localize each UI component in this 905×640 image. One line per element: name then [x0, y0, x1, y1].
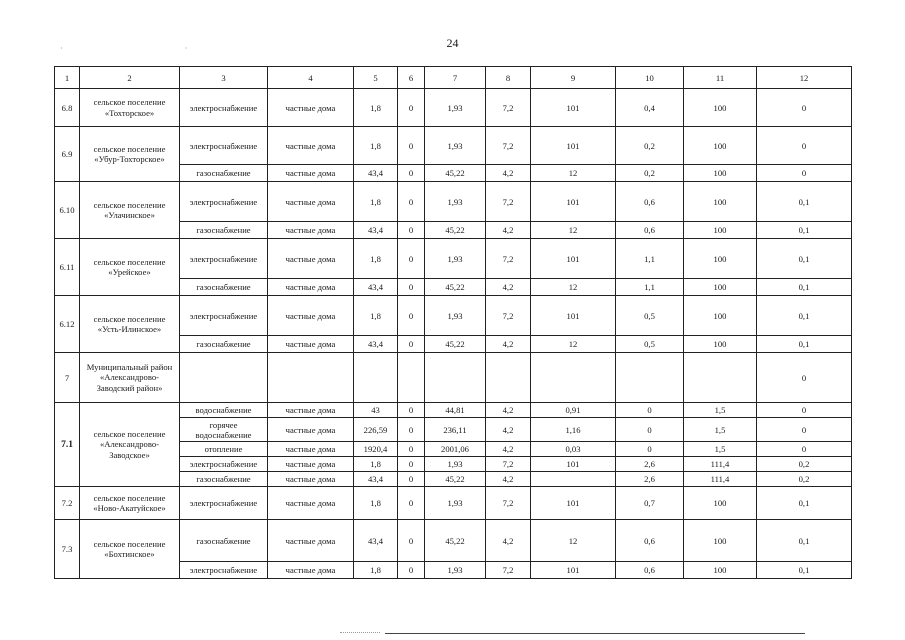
table-cell: 0 [398, 89, 425, 127]
table-cell: 1920,4 [354, 442, 398, 457]
table-cell: 43,4 [354, 279, 398, 296]
table-cell: электроснабжение [180, 562, 268, 579]
table-cell: частные дома [268, 487, 354, 520]
table-cell: 0,2 [757, 472, 852, 487]
table-cell: 0,1 [757, 296, 852, 336]
table-cell: 1,93 [425, 89, 486, 127]
table-cell: 0,6 [616, 562, 684, 579]
table-cell: 1,93 [425, 562, 486, 579]
row-number: 7.1 [55, 403, 80, 487]
table-cell: 101 [531, 239, 616, 279]
header-cell: 1 [55, 67, 80, 89]
header-cell: 8 [486, 67, 531, 89]
table-cell: 100 [684, 336, 757, 353]
table-cell: 45,22 [425, 165, 486, 182]
table-cell: 7,2 [486, 296, 531, 336]
table-cell: 0 [398, 457, 425, 472]
table-cell: 2,6 [616, 472, 684, 487]
table-cell: 0,91 [531, 403, 616, 418]
table-cell: 100 [684, 89, 757, 127]
row-number: 6.12 [55, 296, 80, 353]
table-cell: 0 [757, 403, 852, 418]
table-cell: частные дома [268, 472, 354, 487]
table-cell: 1,1 [616, 239, 684, 279]
settlement-name: Муниципальный район «Александрово-Заводский район» [80, 353, 180, 403]
table-cell: 0 [398, 487, 425, 520]
table-cell: 111,4 [684, 472, 757, 487]
scan-specks: · · [60, 44, 248, 53]
table-cell: 1,8 [354, 182, 398, 222]
table-cell: 0 [398, 222, 425, 239]
table-cell: 1,5 [684, 442, 757, 457]
table-cell: 101 [531, 127, 616, 165]
table-cell: 0 [398, 562, 425, 579]
table-cell: газоснабжение [180, 279, 268, 296]
table-row [55, 296, 852, 336]
table-cell: 1,93 [425, 127, 486, 165]
table-cell: 101 [531, 487, 616, 520]
table-cell: 111,4 [684, 457, 757, 472]
table-cell: электроснабжение [180, 296, 268, 336]
table-row [55, 182, 852, 222]
table-cell: 7,2 [486, 89, 531, 127]
table-cell: 43,4 [354, 336, 398, 353]
row-number: 6.11 [55, 239, 80, 296]
table-cell: 1,8 [354, 239, 398, 279]
table-cell: 43,4 [354, 520, 398, 562]
table-cell: 0,03 [531, 442, 616, 457]
table-row [55, 89, 852, 127]
table-cell: 1,93 [425, 296, 486, 336]
table-cell: 0 [398, 472, 425, 487]
table-cell: 2001,06 [425, 442, 486, 457]
settlement-name: сельское поселение «Урейское» [80, 239, 180, 296]
table-cell: электроснабжение [180, 182, 268, 222]
table-cell: 0 [398, 520, 425, 562]
bottom-dotted-line [340, 632, 380, 633]
header-cell: 11 [684, 67, 757, 89]
table-cell [180, 353, 268, 403]
table-cell: 0 [757, 353, 852, 403]
table-cell: частные дома [268, 403, 354, 418]
table-cell: 0 [398, 239, 425, 279]
table-cell: 7,2 [486, 457, 531, 472]
table-cell: 0,1 [757, 182, 852, 222]
header-cell: 2 [80, 67, 180, 89]
table-cell: водоснабжение [180, 403, 268, 418]
table-cell: 100 [684, 487, 757, 520]
table-cell: газоснабжение [180, 520, 268, 562]
table-cell: горячее водоснабжение [180, 418, 268, 442]
table-cell: 1,8 [354, 457, 398, 472]
table-row [55, 487, 852, 520]
row-number: 7.2 [55, 487, 80, 520]
table-cell: 12 [531, 336, 616, 353]
table-cell: 45,22 [425, 336, 486, 353]
table-cell: 0,6 [616, 222, 684, 239]
table-cell: 226,59 [354, 418, 398, 442]
table-cell [268, 353, 354, 403]
table-cell: 0,2 [757, 457, 852, 472]
table-cell: 7,2 [486, 239, 531, 279]
table-cell: 4,2 [486, 279, 531, 296]
table-cell: 0 [398, 127, 425, 165]
table-body [55, 67, 852, 579]
table-cell: 0,5 [616, 336, 684, 353]
table-cell: 101 [531, 182, 616, 222]
table-cell: 7,2 [486, 487, 531, 520]
tariff-table [54, 66, 852, 579]
table-cell: частные дома [268, 562, 354, 579]
table-cell: 43,4 [354, 222, 398, 239]
table-cell: 45,22 [425, 520, 486, 562]
table-cell: 0,1 [757, 222, 852, 239]
table-cell: 0 [757, 89, 852, 127]
table-cell: отопление [180, 442, 268, 457]
table-cell: 1,93 [425, 487, 486, 520]
table-cell: газоснабжение [180, 222, 268, 239]
table-cell: 100 [684, 165, 757, 182]
table-cell: электроснабжение [180, 487, 268, 520]
table-cell [425, 353, 486, 403]
table-cell: 1,8 [354, 89, 398, 127]
table-cell: 1,93 [425, 239, 486, 279]
table-cell: 101 [531, 296, 616, 336]
table-cell: 0,1 [757, 279, 852, 296]
table-cell: частные дома [268, 165, 354, 182]
table-cell: 4,2 [486, 165, 531, 182]
table-cell [531, 353, 616, 403]
row-number: 6.9 [55, 127, 80, 182]
table-cell: частные дома [268, 520, 354, 562]
table-cell: 0 [757, 442, 852, 457]
table-cell: 0 [757, 127, 852, 165]
table-row [55, 353, 852, 403]
table-cell: 100 [684, 279, 757, 296]
table-cell: частные дома [268, 182, 354, 222]
table-cell [354, 353, 398, 403]
table-cell: 0 [398, 418, 425, 442]
table-cell: электроснабжение [180, 239, 268, 279]
table-cell: 0,1 [757, 487, 852, 520]
header-cell: 7 [425, 67, 486, 89]
table-cell: 1,1 [616, 279, 684, 296]
table-cell: 1,93 [425, 457, 486, 472]
table-row [55, 239, 852, 279]
table-cell: 0,1 [757, 562, 852, 579]
table-cell: 1,8 [354, 296, 398, 336]
table-cell: 100 [684, 222, 757, 239]
table-cell: 100 [684, 127, 757, 165]
table-cell: 4,2 [486, 403, 531, 418]
table-cell: частные дома [268, 336, 354, 353]
row-number: 7.3 [55, 520, 80, 579]
table-cell: 0,1 [757, 336, 852, 353]
table-cell: частные дома [268, 418, 354, 442]
table-cell: 44,81 [425, 403, 486, 418]
table-cell: 100 [684, 182, 757, 222]
table-cell: частные дома [268, 222, 354, 239]
settlement-name: сельское поселение «Бохтинское» [80, 520, 180, 579]
table-cell: 12 [531, 222, 616, 239]
table-cell: 0 [757, 165, 852, 182]
table-cell: 0 [398, 165, 425, 182]
table-row [55, 520, 852, 562]
table-cell: 1,93 [425, 182, 486, 222]
table-cell: 0,2 [616, 165, 684, 182]
table-cell: электроснабжение [180, 89, 268, 127]
header-cell: 9 [531, 67, 616, 89]
table-cell: 1,5 [684, 418, 757, 442]
table-cell: 4,2 [486, 222, 531, 239]
table-cell: 7,2 [486, 127, 531, 165]
table-cell: 12 [531, 520, 616, 562]
table-cell: 0 [757, 418, 852, 442]
table-cell: 101 [531, 89, 616, 127]
table-cell: 12 [531, 165, 616, 182]
table-cell: частные дома [268, 239, 354, 279]
row-number: 6.8 [55, 89, 80, 127]
bottom-rule [385, 633, 805, 634]
table-cell: 0 [398, 336, 425, 353]
table-cell: 0 [398, 182, 425, 222]
table-cell: 43,4 [354, 472, 398, 487]
table-cell: 4,2 [486, 442, 531, 457]
header-cell: 4 [268, 67, 354, 89]
table-cell: 4,2 [486, 336, 531, 353]
page-number: 24 [446, 36, 459, 50]
table-cell [398, 353, 425, 403]
table-cell: частные дома [268, 279, 354, 296]
table-cell: 236,11 [425, 418, 486, 442]
table-cell: 1,8 [354, 127, 398, 165]
table-cell: 7,2 [486, 562, 531, 579]
table-cell: частные дома [268, 89, 354, 127]
header-cell: 5 [354, 67, 398, 89]
table-cell: 4,2 [486, 472, 531, 487]
table-row [55, 403, 852, 418]
table-cell: 0,5 [616, 296, 684, 336]
header-row [55, 67, 852, 89]
table-cell: 100 [684, 562, 757, 579]
table-cell: 1,5 [684, 403, 757, 418]
table-cell: 1,8 [354, 487, 398, 520]
header-cell: 10 [616, 67, 684, 89]
table-cell: частные дома [268, 442, 354, 457]
table-cell: 4,2 [486, 520, 531, 562]
table-cell: электроснабжение [180, 127, 268, 165]
table-cell: 45,22 [425, 279, 486, 296]
settlement-name: сельское поселение «Усть-Илинское» [80, 296, 180, 353]
table-cell: газоснабжение [180, 165, 268, 182]
table-cell: 0 [398, 442, 425, 457]
table-cell: газоснабжение [180, 472, 268, 487]
table-cell: 100 [684, 520, 757, 562]
table-cell: 2,6 [616, 457, 684, 472]
table-cell: 101 [531, 562, 616, 579]
table-cell: 0,6 [616, 520, 684, 562]
settlement-name: сельское поселение «Ново-Акатуйское» [80, 487, 180, 520]
table-cell: 43 [354, 403, 398, 418]
table-cell: 0 [616, 403, 684, 418]
table-cell: частные дома [268, 457, 354, 472]
table-cell: 100 [684, 296, 757, 336]
table-cell: 0,7 [616, 487, 684, 520]
settlement-name: сельское поселение «Александрово-Заводское» [80, 403, 180, 487]
table-cell: 0 [616, 418, 684, 442]
table-cell: 12 [531, 279, 616, 296]
table-cell [486, 353, 531, 403]
table-cell: 101 [531, 457, 616, 472]
table-cell: 45,22 [425, 222, 486, 239]
table-cell [531, 472, 616, 487]
table-cell: 0 [398, 296, 425, 336]
settlement-name: сельское поселение «Улачинское» [80, 182, 180, 239]
table-cell: 1,8 [354, 562, 398, 579]
table-cell: частные дома [268, 127, 354, 165]
settlement-name: сельское поселение «Тохторское» [80, 89, 180, 127]
header-cell: 12 [757, 67, 852, 89]
table-cell: 7,2 [486, 182, 531, 222]
header-cell: 3 [180, 67, 268, 89]
table-cell: 0,1 [757, 520, 852, 562]
header-cell: 6 [398, 67, 425, 89]
table-cell: электроснабжение [180, 457, 268, 472]
settlement-name: сельское поселение «Убур-Тохторское» [80, 127, 180, 182]
table-cell: 45,22 [425, 472, 486, 487]
table-cell: частные дома [268, 296, 354, 336]
row-number: 6.10 [55, 182, 80, 239]
table-cell [684, 353, 757, 403]
table-cell: 0,2 [616, 127, 684, 165]
table-cell: 0 [616, 442, 684, 457]
table-cell: 0,6 [616, 182, 684, 222]
table-cell: 0 [398, 279, 425, 296]
table-cell: 43,4 [354, 165, 398, 182]
table-cell: 0,1 [757, 239, 852, 279]
table-cell: 0 [398, 403, 425, 418]
table-cell: 0,4 [616, 89, 684, 127]
table-cell: 4,2 [486, 418, 531, 442]
row-number: 7 [55, 353, 80, 403]
table-cell: газоснабжение [180, 336, 268, 353]
table-cell [616, 353, 684, 403]
table-row [55, 127, 852, 165]
table-cell: 100 [684, 239, 757, 279]
table-cell: 1,16 [531, 418, 616, 442]
